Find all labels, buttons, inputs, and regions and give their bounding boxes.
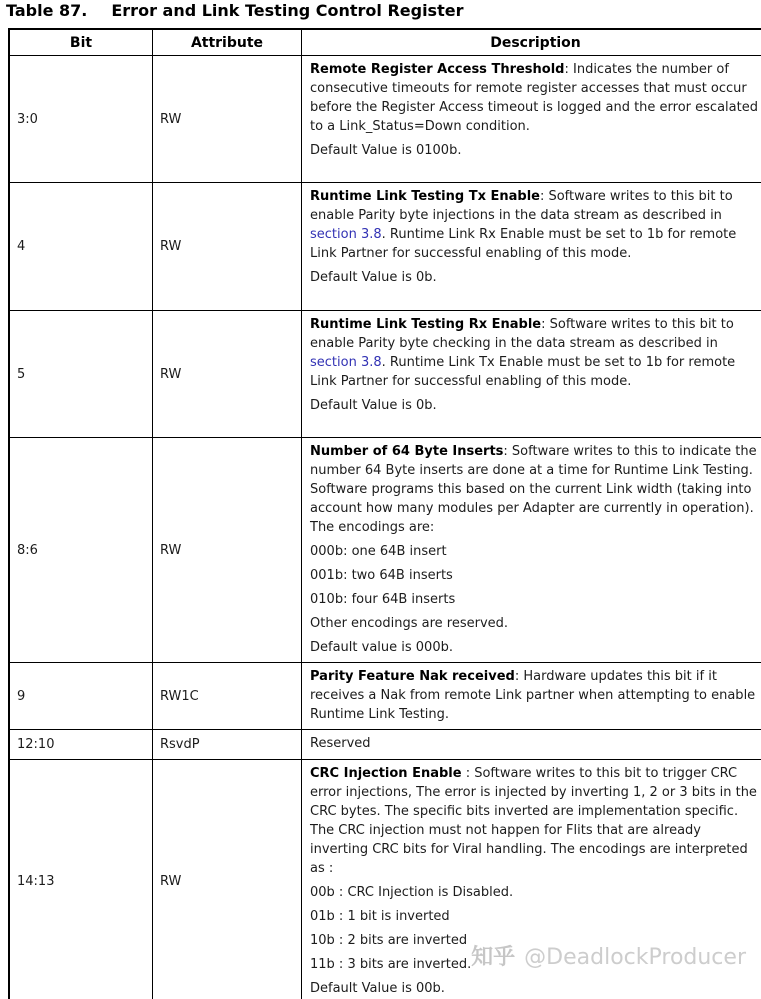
description-cell	[302, 438, 761, 663]
description-text: 00b : CRC Injection is Disabled.	[310, 885, 514, 900]
bit-cell: 4	[9, 183, 153, 311]
field-name: CRC Injection Enable	[310, 766, 462, 781]
description-paragraph	[310, 883, 761, 902]
description-text: 01b : 1 bit is inverted	[310, 909, 450, 924]
description-text: : Software writes to this bit to enable Parity byte injections in the data stream as described in	[310, 189, 733, 223]
register-table	[8, 28, 761, 999]
header-row	[9, 29, 761, 56]
table-row	[9, 56, 761, 183]
watermark-handle: @DeadlockProducer	[524, 945, 746, 970]
bit-cell: 9	[9, 663, 153, 730]
description-paragraph	[310, 542, 761, 561]
description-paragraph	[310, 566, 761, 585]
description-text: 001b: two 64B inserts	[310, 568, 453, 583]
description-text: Default Value is 0b.	[310, 398, 437, 413]
description-text: 11b : 3 bits are inverted.	[310, 957, 472, 972]
description-cell	[302, 663, 761, 730]
description-text: . Runtime Link Rx Enable must be set to 1b for remote Link Partner for successful enabling of this mode.	[310, 227, 737, 261]
description-paragraph	[310, 442, 761, 537]
description-cell	[302, 311, 761, 438]
description-text: : Hardware updates this bit if it receives a Nak from remote Link partner when attempting to enable Runtime Link Testing.	[310, 669, 756, 722]
watermark-brand: 知乎	[471, 945, 516, 970]
field-name: Runtime Link Testing Tx Enable	[310, 189, 540, 204]
description-cell	[302, 730, 761, 760]
description-text: : Software writes to this bit to enable Parity byte checking in the data stream as described in	[310, 317, 734, 351]
section-link[interactable]: section 3.8	[310, 227, 382, 242]
description-text: : Software writes to this to indicate the number 64 Byte inserts are done at a time for Runtime Link Testing. Software programs this based on the current Link width (taking into account how many modules per Adapter are currently in operation). The encodings are:	[310, 444, 757, 535]
description-text: Default Value is 00b.	[310, 981, 445, 996]
table-title	[6, 1, 463, 20]
attribute-cell: RW	[153, 438, 302, 663]
description-paragraph	[310, 667, 761, 724]
field-name: Remote Register Access Threshold	[310, 62, 565, 77]
table-row	[9, 663, 761, 730]
description-text: Default Value is 0100b.	[310, 143, 462, 158]
header-attribute: Attribute	[153, 29, 302, 56]
attribute-cell: RW	[153, 183, 302, 311]
description-paragraph	[310, 396, 761, 415]
description-paragraph	[310, 638, 761, 657]
table-name: Error and Link Testing Control Register	[111, 1, 464, 20]
description-paragraph	[310, 907, 761, 926]
description-paragraph	[310, 764, 761, 878]
description-paragraph	[310, 60, 761, 136]
attribute-cell: RW	[153, 311, 302, 438]
table-row	[9, 730, 761, 760]
description-paragraph	[310, 734, 761, 753]
description-text: Default value is 000b.	[310, 640, 453, 655]
header-description: Description	[302, 29, 761, 56]
description-text: 10b : 2 bits are inverted	[310, 933, 468, 948]
description-paragraph	[310, 141, 761, 160]
bit-cell: 3:0	[9, 56, 153, 183]
table-row	[9, 311, 761, 438]
attribute-cell: RW	[153, 760, 302, 999]
field-name: Number of 64 Byte Inserts	[310, 444, 504, 459]
description-paragraph	[310, 979, 761, 998]
watermark	[471, 944, 746, 972]
description-cell	[302, 56, 761, 183]
description-text: Reserved	[310, 736, 371, 751]
attribute-cell: RsvdP	[153, 730, 302, 760]
table-row	[9, 183, 761, 311]
description-paragraph	[310, 187, 761, 263]
description-text: 010b: four 64B inserts	[310, 592, 456, 607]
bit-cell: 8:6	[9, 438, 153, 663]
table-number: Table 87.	[6, 1, 88, 20]
field-name: Parity Feature Nak received	[310, 669, 515, 684]
attribute-cell: RW	[153, 56, 302, 183]
description-paragraph	[310, 315, 761, 391]
description-text: . Runtime Link Tx Enable must be set to 1b for remote Link Partner for successful enabling of this mode.	[310, 355, 736, 389]
description-paragraph	[310, 268, 761, 287]
description-paragraph	[310, 614, 761, 633]
description-text: Default Value is 0b.	[310, 270, 437, 285]
description-text: 000b: one 64B insert	[310, 544, 447, 559]
section-link[interactable]: section 3.8	[310, 355, 382, 370]
description-paragraph	[310, 590, 761, 609]
description-text: : Software writes to this bit to trigger CRC error injections, The error is injected by inverting 1, 2 or 3 bits in the CRC bytes. The specific bits inverted are implementation specific. The CRC injection must not happen for Flits that are already inverting CRC bits for Viral handling. The encodings are interpreted as :	[310, 766, 757, 876]
description-text: : Indicates the number of consecutive timeouts for remote register accesses that must occur before the Register Access timeout is logged and the error escalated to a Link_Status=Down condition.	[310, 62, 758, 134]
table-row	[9, 438, 761, 663]
attribute-cell: RW1C	[153, 663, 302, 730]
description-cell	[302, 183, 761, 311]
description-text: Other encodings are reserved.	[310, 616, 509, 631]
bit-cell: 14:13	[9, 760, 153, 999]
bit-cell: 5	[9, 311, 153, 438]
header-bit: Bit	[9, 29, 153, 56]
bit-cell: 12:10	[9, 730, 153, 760]
field-name: Runtime Link Testing Rx Enable	[310, 317, 542, 332]
